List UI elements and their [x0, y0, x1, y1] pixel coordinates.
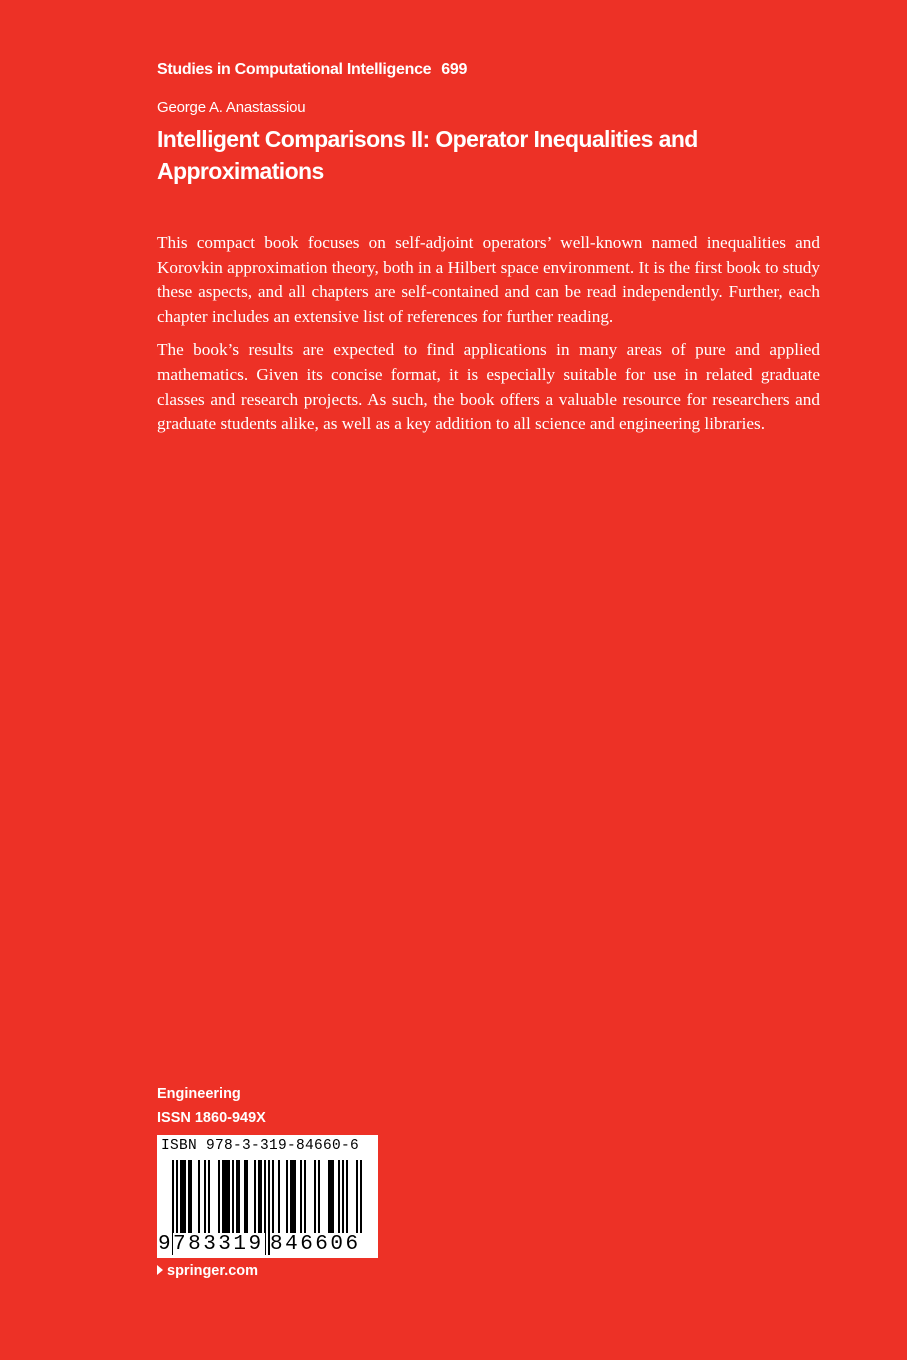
isbn-barcode	[157, 1135, 378, 1258]
barcode-bar	[188, 1160, 190, 1233]
barcode-bar	[332, 1160, 334, 1233]
barcode-bar	[272, 1160, 274, 1233]
barcode-bar	[342, 1160, 344, 1233]
author-name: George A. Anastassiou	[157, 99, 306, 116]
publisher-website	[157, 1263, 258, 1279]
barcode-bar	[328, 1160, 330, 1233]
barcode-bar	[318, 1160, 320, 1233]
barcode-bar	[246, 1160, 248, 1233]
barcode-bar	[258, 1160, 260, 1233]
website-text: springer.com	[167, 1263, 259, 1279]
barcode-bar	[226, 1160, 228, 1233]
barcode-bar	[294, 1160, 296, 1233]
barcode-bar	[278, 1160, 280, 1233]
barcode-bar	[236, 1160, 238, 1233]
description-paragraph: The book’s results are expected to find applications in many areas of pure and applied mathematics. Given its concise format, it is especially suitable for use in related graduate classes and research projects. As such, the book offers a valuable resource for researchers and graduate students alike, as well as a key addition to all science and engineering libraries.	[157, 340, 820, 434]
book-title: Intelligent Comparisons II: Operator Inequalities and Approximations	[157, 126, 698, 184]
barcode-bar	[208, 1160, 210, 1233]
barcode-bar	[190, 1160, 192, 1233]
book-description	[157, 231, 820, 446]
ean-right-digits: 846606	[270, 1233, 361, 1256]
barcode-bar	[244, 1160, 246, 1233]
series-volume: 699	[441, 61, 468, 78]
series-name: Studies in Computational Intelligence	[157, 61, 432, 78]
ean-first-digit: 9	[158, 1233, 171, 1256]
description-paragraph: This compact book focuses on self-adjoint operators’ well-known named inequalities and Korovkin approximation theory, both in a Hilbert space environment. It is the first book to study these aspects, and all chapters are self-contained and can be read independently. Further, each chapter includes an extensive list of references for further reading.	[157, 233, 820, 326]
barcode-bar	[180, 1160, 182, 1233]
barcode-bar	[346, 1160, 348, 1233]
subject-category: Engineering	[157, 1086, 241, 1102]
barcode-bar	[204, 1160, 206, 1233]
barcode-bar	[238, 1160, 240, 1233]
barcode-bar	[222, 1160, 224, 1233]
barcode-bar	[254, 1160, 256, 1233]
barcode-bar	[338, 1160, 340, 1233]
barcode-bar	[182, 1160, 184, 1233]
barcode-bar	[290, 1160, 292, 1233]
barcode-bar	[228, 1160, 230, 1233]
ean-left-digits: 783319	[173, 1233, 264, 1256]
issn-number: ISSN 1860-949X	[157, 1110, 266, 1126]
series-line	[157, 61, 467, 79]
barcode-bar	[286, 1160, 288, 1233]
barcode-bar	[224, 1160, 226, 1233]
barcode-bar	[232, 1160, 234, 1233]
barcode-bar	[184, 1160, 186, 1233]
barcode-bar	[300, 1160, 302, 1233]
barcode-bar	[330, 1160, 332, 1233]
barcode-bar	[314, 1160, 316, 1233]
barcode-bar	[218, 1160, 220, 1233]
barcode-bar	[260, 1160, 262, 1233]
isbn-label: ISBN 978-3-319-84660-6	[161, 1138, 360, 1154]
barcode-bar	[304, 1160, 306, 1233]
arrow-right-icon	[157, 1265, 163, 1275]
barcode-bar	[292, 1160, 294, 1233]
barcode-bar	[198, 1160, 200, 1233]
